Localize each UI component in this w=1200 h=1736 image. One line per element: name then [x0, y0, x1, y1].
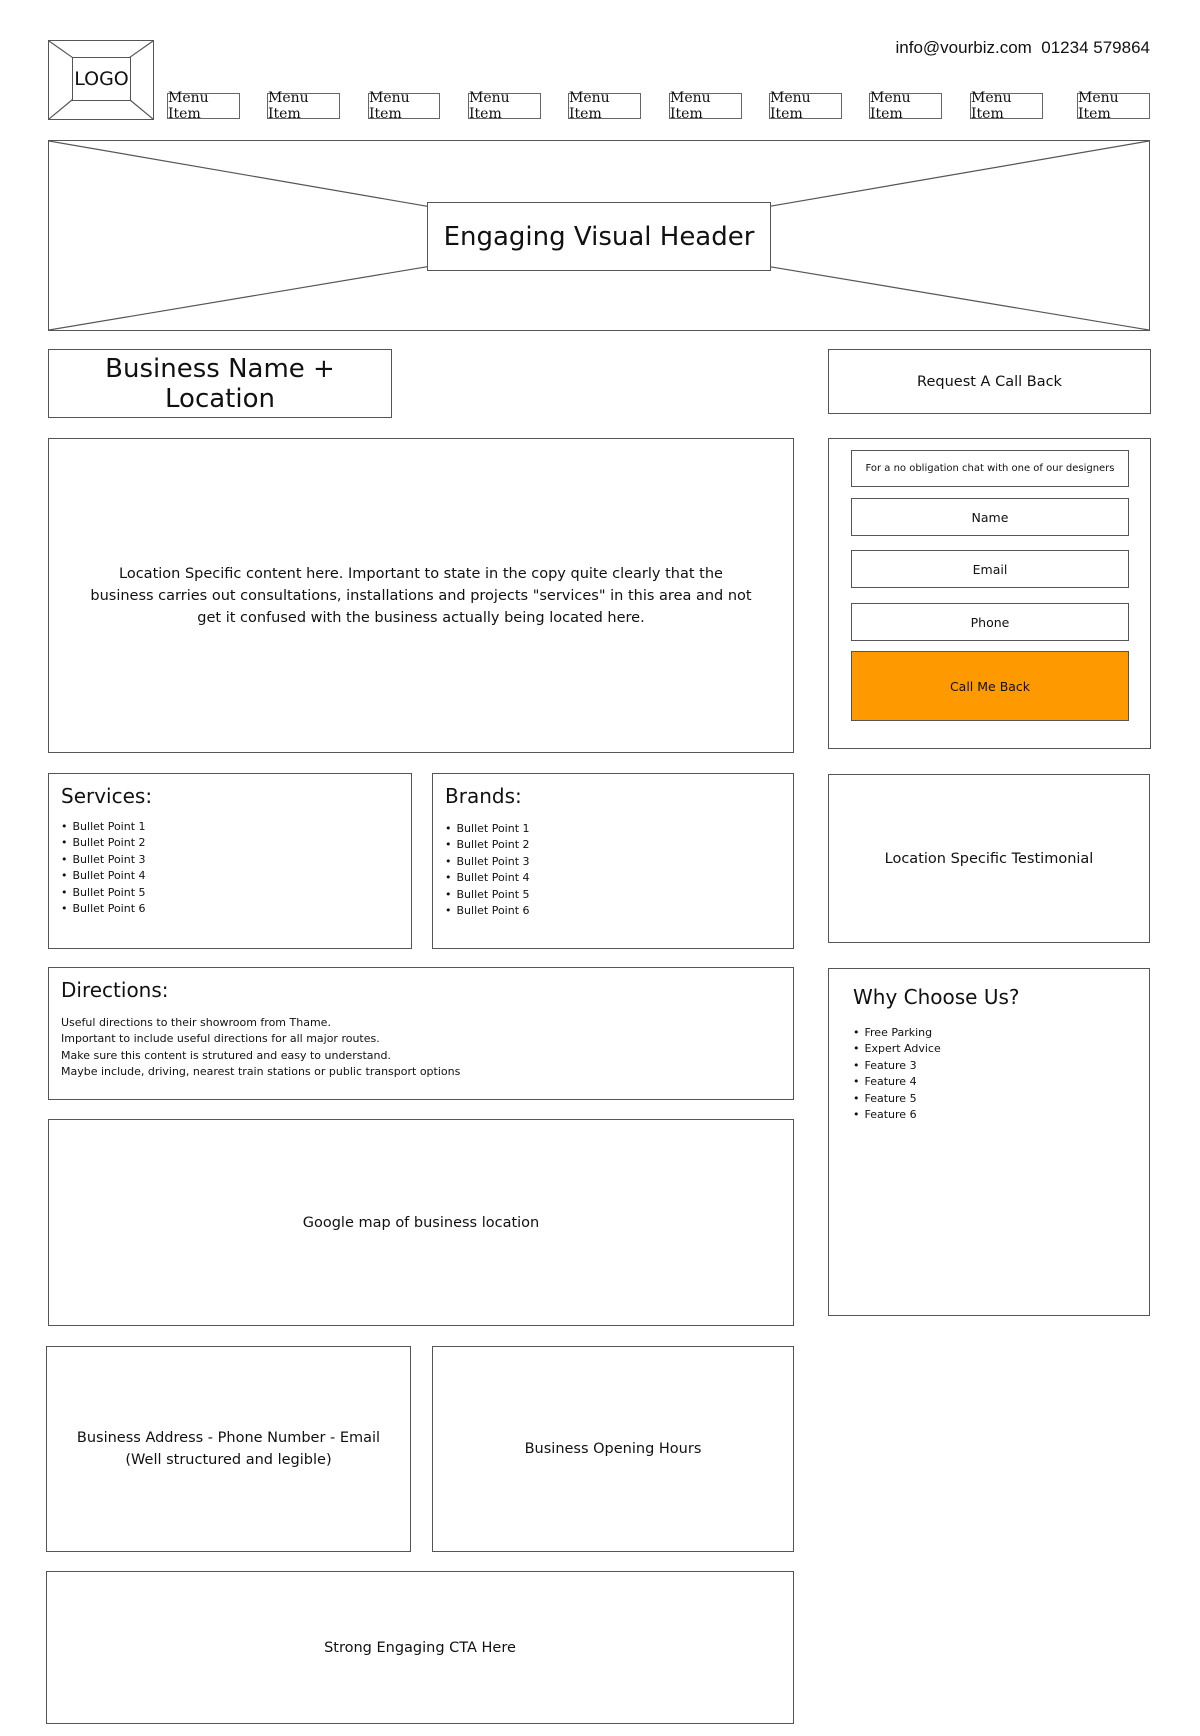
brands-box	[432, 773, 794, 949]
services-title: Services:	[61, 784, 153, 808]
services-item: • Bullet Point 3	[61, 852, 146, 868]
directions-line: Make sure this content is strutured and easy to understand.	[61, 1048, 391, 1062]
address-line-2: (Well structured and legible)	[125, 1452, 332, 1468]
brands-item: • Bullet Point 3	[445, 854, 530, 870]
opening-hours-box	[432, 1346, 794, 1552]
directions-line: Important to include useful directions for all major routes.	[61, 1032, 380, 1046]
directions-box	[48, 967, 794, 1100]
menu-item-4[interactable]: Menu Item	[468, 93, 541, 119]
services-item: • Bullet Point 1	[61, 819, 146, 835]
map-text: Google map of business location	[302, 1214, 540, 1231]
menu-item-5[interactable]: Menu Item	[568, 93, 641, 119]
logo-label-box	[72, 57, 131, 101]
brands-item: • Bullet Point 1	[445, 821, 530, 837]
brands-title: Brands:	[445, 784, 522, 808]
map-placeholder[interactable]	[48, 1119, 794, 1326]
brands-item: • Bullet Point 2	[445, 837, 530, 853]
call-me-back-label: Call Me Back	[949, 678, 1031, 694]
brands-item: • Bullet Point 4	[445, 870, 530, 886]
services-item: • Bullet Point 2	[61, 835, 146, 851]
menu-item-1[interactable]: Menu Item	[167, 93, 240, 119]
menu-item-10[interactable]: Menu Item	[1077, 93, 1150, 119]
location-content	[48, 438, 794, 753]
opening-hours-text: Business Opening Hours	[524, 1441, 702, 1457]
menu-item-9[interactable]: Menu Item	[970, 93, 1043, 119]
services-box	[48, 773, 412, 949]
brands-item: • Bullet Point 5	[445, 887, 530, 903]
directions-title: Directions:	[61, 978, 169, 1002]
brands-list	[445, 821, 530, 919]
location-content-text: Location Specific content here. Important to state in the copy quite clearly that the business carries out consultations, installations and projects "services" in this area and not get it confused with the business actually being located here.	[90, 565, 752, 626]
why-item: • Feature 4	[853, 1074, 941, 1090]
menu-item-6[interactable]: Menu Item	[669, 93, 742, 119]
phone-field[interactable]	[851, 603, 1129, 641]
why-choose-us-title: Why Choose Us?	[853, 985, 1020, 1009]
directions-text	[61, 1015, 460, 1081]
hero-header	[48, 140, 1150, 331]
header-contact: info@vourbiz.com 01234 579864	[895, 38, 1150, 57]
why-choose-us-box	[828, 968, 1150, 1316]
hero-title: Engaging Visual Header	[443, 221, 755, 252]
directions-line: Maybe include, driving, nearest train stations or public transport options	[61, 1065, 461, 1079]
email-field[interactable]	[851, 550, 1129, 588]
services-list	[61, 819, 146, 917]
cta-box[interactable]	[46, 1571, 794, 1724]
call-me-back-button[interactable]	[851, 651, 1129, 721]
logo-placeholder[interactable]	[48, 40, 154, 120]
why-item: • Expert Advice	[853, 1041, 941, 1057]
brands-item: • Bullet Point 6	[445, 903, 530, 919]
business-title-box	[48, 349, 392, 418]
email-field-label: Email	[972, 561, 1008, 577]
services-item: • Bullet Point 6	[61, 901, 146, 917]
request-callback-button[interactable]	[828, 349, 1151, 414]
cta-text: Strong Engaging CTA Here	[324, 1639, 516, 1656]
directions-line: Useful directions to their showroom from Thame.	[61, 1016, 331, 1029]
testimonial-box	[828, 774, 1150, 943]
testimonial-text: Location Specific Testimonial	[884, 850, 1094, 867]
menu-item-8[interactable]: Menu Item	[869, 93, 942, 119]
services-item: • Bullet Point 5	[61, 885, 146, 901]
business-address-box	[46, 1346, 411, 1552]
why-choose-us-list	[853, 1025, 941, 1123]
services-item: • Bullet Point 4	[61, 868, 146, 884]
menu-item-3[interactable]: Menu Item	[368, 93, 440, 119]
hero-title-box	[427, 202, 771, 271]
callback-intro	[851, 450, 1129, 487]
why-item: • Feature 3	[853, 1058, 941, 1074]
menu-item-2[interactable]: Menu Item	[267, 93, 340, 119]
name-field[interactable]	[851, 498, 1129, 536]
callback-form	[828, 438, 1151, 749]
why-item: • Free Parking	[853, 1025, 941, 1041]
menu-item-7[interactable]: Menu Item	[769, 93, 842, 119]
name-field-label: Name	[971, 509, 1009, 525]
address-line-1: Business Address - Phone Number - Email	[76, 1430, 381, 1446]
why-item: • Feature 6	[853, 1107, 941, 1123]
callback-intro-text: For a no obligation chat with one of our designers	[865, 463, 1115, 474]
request-callback-label: Request A Call Back	[917, 373, 1062, 390]
why-item: • Feature 5	[853, 1091, 941, 1107]
phone-field-label: Phone	[970, 614, 1010, 630]
logo-text: LOGO	[74, 68, 129, 90]
business-title: Business Name + Location	[105, 353, 335, 414]
